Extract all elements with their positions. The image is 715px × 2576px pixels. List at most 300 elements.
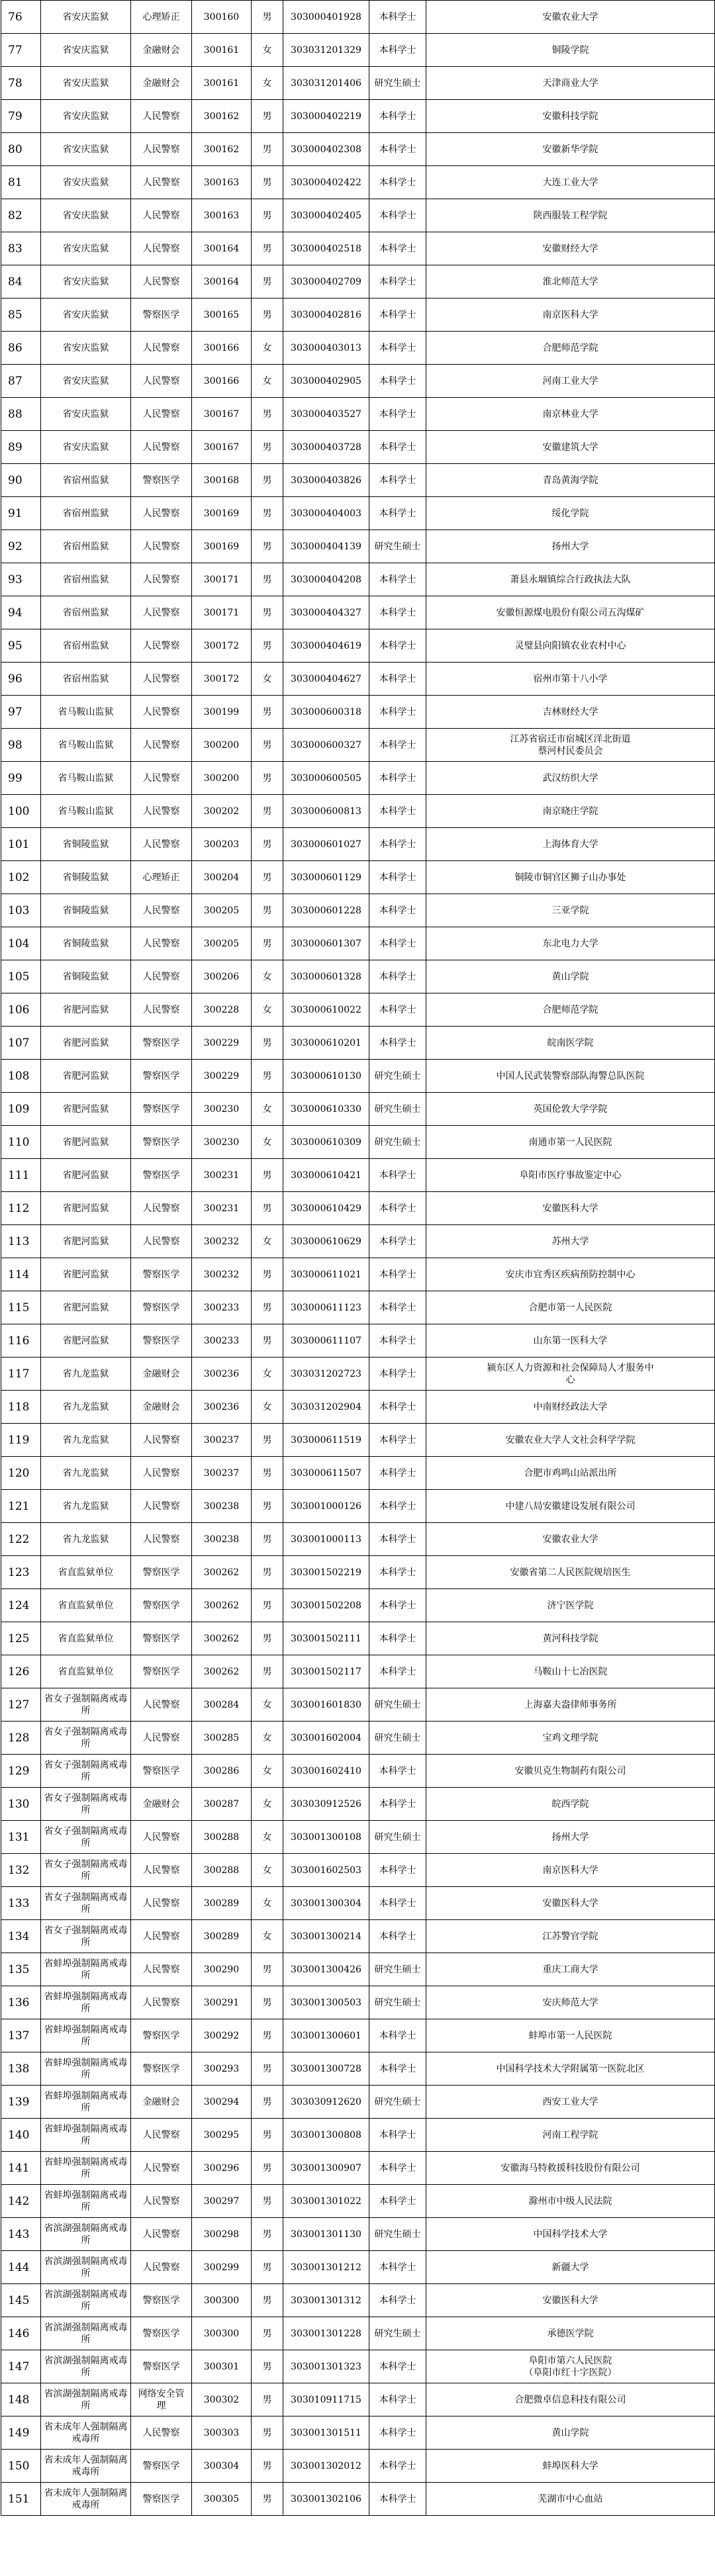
- cell-school-or-employer: 扬州大学: [426, 1821, 715, 1854]
- cell-exam-number: 303001300426: [283, 1953, 369, 1986]
- cell-row-number: 94: [1, 596, 41, 629]
- cell-position-name: 心理矫正: [131, 1, 192, 34]
- cell-exam-number: 303001301323: [283, 2350, 369, 2383]
- cell-row-number: 118: [1, 1391, 41, 1424]
- cell-position-code: 300162: [192, 133, 252, 166]
- table-row: [1, 199, 715, 232]
- cell-position-name: 人民警察: [131, 398, 192, 431]
- cell-unit-name: 省肥河监狱: [41, 1324, 131, 1357]
- cell-position-code: 300296: [192, 2152, 252, 2185]
- cell-position-code: 300305: [192, 2483, 252, 2516]
- cell-school-or-employer: 重庆工商大学: [426, 1953, 715, 1986]
- cell-row-number: 90: [1, 464, 41, 497]
- cell-position-name: 金融财会: [131, 1391, 192, 1424]
- cell-position-name: 警察医学: [131, 1060, 192, 1093]
- cell-school-or-employer: 安徽农业大学: [426, 1523, 715, 1556]
- cell-unit-name: 省九龙监狱: [41, 1457, 131, 1490]
- cell-position-code: 300262: [192, 1622, 252, 1655]
- cell-exam-number: 303000600318: [283, 696, 369, 729]
- cell-row-number: 107: [1, 1027, 41, 1060]
- cell-position-code: 300285: [192, 1722, 252, 1755]
- cell-position-code: 300204: [192, 861, 252, 894]
- cell-position-code: 300205: [192, 894, 252, 927]
- cell-position-name: 人民警察: [131, 2251, 192, 2284]
- cell-exam-number: 303000402219: [283, 100, 369, 133]
- cell-row-number: 123: [1, 1556, 41, 1589]
- cell-position-name: 警察医学: [131, 299, 192, 332]
- cell-school-or-employer: 中国科学技术大学附属第一医院北区: [426, 2052, 715, 2086]
- table-row: [1, 1788, 715, 1821]
- cell-gender: 男: [252, 2416, 283, 2450]
- cell-exam-number: 303000610429: [283, 1192, 369, 1225]
- cell-degree: 本科学士: [369, 2450, 426, 2483]
- cell-position-name: 人民警察: [131, 497, 192, 530]
- cell-row-number: 102: [1, 861, 41, 894]
- cell-position-name: 人民警察: [131, 100, 192, 133]
- table-row: [1, 1291, 715, 1324]
- cell-degree: 本科学士: [369, 861, 426, 894]
- table-row: [1, 828, 715, 861]
- cell-position-name: 警察医学: [131, 2450, 192, 2483]
- cell-position-name: 警察医学: [131, 1655, 192, 1688]
- cell-degree: 本科学士: [369, 299, 426, 332]
- cell-position-code: 300284: [192, 1688, 252, 1722]
- cell-gender: 男: [252, 1, 283, 34]
- cell-degree: 本科学士: [369, 2416, 426, 2450]
- cell-school-or-employer: 山东第一医科大学: [426, 1324, 715, 1357]
- cell-exam-number: 303000404208: [283, 563, 369, 596]
- cell-school-or-employer: 安徽新华学院: [426, 133, 715, 166]
- cell-degree: 本科学士: [369, 1, 426, 34]
- cell-row-number: 101: [1, 828, 41, 861]
- cell-degree: 研究生硕士: [369, 1060, 426, 1093]
- cell-position-name: 人民警察: [131, 1953, 192, 1986]
- cell-exam-number: 303000404139: [283, 530, 369, 563]
- cell-gender: 女: [252, 365, 283, 398]
- cell-position-code: 300298: [192, 2218, 252, 2251]
- cell-position-code: 300161: [192, 34, 252, 67]
- cell-unit-name: 省九龙监狱: [41, 1391, 131, 1424]
- table-row: [1, 2317, 715, 2350]
- cell-school-or-employer: 滁州市中级人民法院: [426, 2185, 715, 2218]
- cell-school-or-employer: 武汉纺织大学: [426, 762, 715, 795]
- cell-exam-number: 303001301212: [283, 2251, 369, 2284]
- cell-row-number: 116: [1, 1324, 41, 1357]
- cell-row-number: 138: [1, 2052, 41, 2086]
- cell-degree: 研究生硕士: [369, 1093, 426, 1126]
- cell-school-or-employer: 南京林业大学: [426, 398, 715, 431]
- table-row: [1, 1920, 715, 1953]
- cell-degree: 本科学士: [369, 1457, 426, 1490]
- cell-position-code: 300291: [192, 1986, 252, 2019]
- table-row: [1, 1887, 715, 1920]
- cell-position-code: 300169: [192, 497, 252, 530]
- cell-gender: 男: [252, 596, 283, 629]
- cell-gender: 女: [252, 1821, 283, 1854]
- cell-school-or-employer: 黄山学院: [426, 960, 715, 993]
- table-row: [1, 1093, 715, 1126]
- cell-exam-number: 303000402422: [283, 166, 369, 199]
- cell-row-number: 76: [1, 1, 41, 34]
- cell-gender: 男: [252, 232, 283, 265]
- cell-gender: 男: [252, 2483, 283, 2516]
- cell-degree: 本科学士: [369, 1589, 426, 1622]
- cell-unit-name: 省未成年人强制隔离戒毒所: [41, 2416, 131, 2450]
- cell-exam-number: 303001300907: [283, 2152, 369, 2185]
- cell-position-name: 人民警察: [131, 2218, 192, 2251]
- cell-exam-number: 303001302106: [283, 2483, 369, 2516]
- cell-row-number: 142: [1, 2185, 41, 2218]
- table-row: [1, 431, 715, 464]
- cell-unit-name: 省滨湖强制隔离戒毒所: [41, 2317, 131, 2350]
- cell-exam-number: 303031201329: [283, 34, 369, 67]
- cell-gender: 男: [252, 1159, 283, 1192]
- table-row: [1, 1357, 715, 1391]
- cell-degree: 本科学士: [369, 199, 426, 232]
- cell-degree: 本科学士: [369, 1788, 426, 1821]
- cell-exam-number: 303001300601: [283, 2019, 369, 2052]
- cell-unit-name: 省蚌埠强制隔离戒毒所: [41, 2119, 131, 2152]
- table-row: [1, 166, 715, 199]
- cell-position-code: 300205: [192, 927, 252, 960]
- cell-position-name: 人民警察: [131, 232, 192, 265]
- cell-degree: 本科学士: [369, 100, 426, 133]
- cell-position-name: 人民警察: [131, 629, 192, 663]
- cell-degree: 本科学士: [369, 1920, 426, 1953]
- cell-row-number: 79: [1, 100, 41, 133]
- table-row: [1, 1986, 715, 2019]
- cell-unit-name: 省滨湖强制隔离戒毒所: [41, 2383, 131, 2416]
- cell-unit-name: 省安庆监狱: [41, 1, 131, 34]
- cell-row-number: 143: [1, 2218, 41, 2251]
- cell-gender: 男: [252, 894, 283, 927]
- cell-position-code: 300300: [192, 2284, 252, 2317]
- cell-position-name: 金融财会: [131, 34, 192, 67]
- cell-position-name: 人民警察: [131, 199, 192, 232]
- cell-row-number: 115: [1, 1291, 41, 1324]
- cell-position-code: 300231: [192, 1192, 252, 1225]
- cell-degree: 本科学士: [369, 398, 426, 431]
- cell-exam-number: 303031201406: [283, 67, 369, 100]
- cell-school-or-employer: 铜陵学院: [426, 34, 715, 67]
- cell-position-name: 警察医学: [131, 1291, 192, 1324]
- cell-unit-name: 省蚌埠强制隔离戒毒所: [41, 1953, 131, 1986]
- cell-row-number: 80: [1, 133, 41, 166]
- cell-row-number: 121: [1, 1490, 41, 1523]
- cell-gender: 男: [252, 1192, 283, 1225]
- cell-position-name: 人民警察: [131, 1854, 192, 1887]
- cell-exam-number: 303000601307: [283, 927, 369, 960]
- cell-position-name: 警察医学: [131, 2052, 192, 2086]
- cell-exam-number: 303000402518: [283, 232, 369, 265]
- cell-degree: 本科学士: [369, 1192, 426, 1225]
- cell-exam-number: 303031202904: [283, 1391, 369, 1424]
- cell-unit-name: 省安庆监狱: [41, 398, 131, 431]
- table-row: [1, 2052, 715, 2086]
- cell-unit-name: 省未成年人强制隔离戒毒所: [41, 2450, 131, 2483]
- table-row: [1, 894, 715, 927]
- cell-degree: 本科学士: [369, 1622, 426, 1655]
- table-row: [1, 1391, 715, 1424]
- cell-school-or-employer: 河南工业大学: [426, 365, 715, 398]
- cell-row-number: 117: [1, 1357, 41, 1391]
- cell-unit-name: 省铜陵监狱: [41, 927, 131, 960]
- cell-school-or-employer: 上海体育大学: [426, 828, 715, 861]
- cell-position-name: 人民警察: [131, 1920, 192, 1953]
- cell-school-or-employer: 安徽恒源煤电股份有限公司五沟煤矿: [426, 596, 715, 629]
- cell-position-code: 300288: [192, 1854, 252, 1887]
- cell-school-or-employer: 承德医学院: [426, 2317, 715, 2350]
- table-row: [1, 1457, 715, 1490]
- cell-exam-number: 303000600813: [283, 795, 369, 828]
- cell-unit-name: 省蚌埠强制隔离戒毒所: [41, 1986, 131, 2019]
- cell-exam-number: 303000403013: [283, 332, 369, 365]
- table-row: [1, 2383, 715, 2416]
- cell-gender: 女: [252, 67, 283, 100]
- cell-unit-name: 省铜陵监狱: [41, 894, 131, 927]
- cell-position-name: 警察医学: [131, 2019, 192, 2052]
- cell-row-number: 140: [1, 2119, 41, 2152]
- cell-row-number: 77: [1, 34, 41, 67]
- cell-gender: 男: [252, 2218, 283, 2251]
- cell-position-code: 300262: [192, 1589, 252, 1622]
- cell-row-number: 85: [1, 299, 41, 332]
- cell-school-or-employer: 安庆市宜秀区疾病预防控制中心: [426, 1258, 715, 1291]
- cell-school-or-employer: 南京晓庄学院: [426, 795, 715, 828]
- cell-gender: 女: [252, 663, 283, 696]
- cell-degree: 本科学士: [369, 894, 426, 927]
- cell-unit-name: 省滨湖强制隔离戒毒所: [41, 2350, 131, 2383]
- table-row: [1, 67, 715, 100]
- cell-gender: 男: [252, 1027, 283, 1060]
- cell-school-or-employer: 江苏警官学院: [426, 1920, 715, 1953]
- table-row: [1, 795, 715, 828]
- cell-position-name: 人民警察: [131, 828, 192, 861]
- cell-position-name: 警察医学: [131, 1622, 192, 1655]
- cell-unit-name: 省肥河监狱: [41, 1060, 131, 1093]
- cell-unit-name: 省滨湖强制隔离戒毒所: [41, 2284, 131, 2317]
- cell-row-number: 119: [1, 1424, 41, 1457]
- cell-position-code: 300229: [192, 1027, 252, 1060]
- cell-degree: 本科学士: [369, 1159, 426, 1192]
- cell-position-name: 人民警察: [131, 596, 192, 629]
- cell-row-number: 137: [1, 2019, 41, 2052]
- table-row: [1, 663, 715, 696]
- cell-gender: 女: [252, 34, 283, 67]
- cell-unit-name: 省宿州监狱: [41, 596, 131, 629]
- table-row: [1, 1, 715, 34]
- cell-gender: 男: [252, 2086, 283, 2119]
- cell-gender: 男: [252, 861, 283, 894]
- cell-position-name: 人民警察: [131, 365, 192, 398]
- cell-position-name: 人民警察: [131, 332, 192, 365]
- table-row: [1, 696, 715, 729]
- cell-position-name: 人民警察: [131, 729, 192, 762]
- cell-degree: 本科学士: [369, 1027, 426, 1060]
- table-row: [1, 1324, 715, 1357]
- cell-exam-number: 303000611507: [283, 1457, 369, 1490]
- table-row: [1, 2416, 715, 2450]
- cell-gender: 男: [252, 431, 283, 464]
- table-row: [1, 1622, 715, 1655]
- table-row: [1, 1424, 715, 1457]
- cell-school-or-employer: 合肥市鸡鸣山站派出所: [426, 1457, 715, 1490]
- table-row: [1, 2284, 715, 2317]
- cell-unit-name: 省铜陵监狱: [41, 828, 131, 861]
- cell-position-name: 人民警察: [131, 1986, 192, 2019]
- table-row: [1, 1523, 715, 1556]
- cell-row-number: 83: [1, 232, 41, 265]
- cell-degree: 本科学士: [369, 2185, 426, 2218]
- cell-gender: 男: [252, 1258, 283, 1291]
- cell-gender: 女: [252, 1788, 283, 1821]
- table-row: [1, 133, 715, 166]
- cell-position-code: 300161: [192, 67, 252, 100]
- cell-school-or-employer: 东北电力大学: [426, 927, 715, 960]
- cell-position-name: 警察医学: [131, 1258, 192, 1291]
- cell-degree: 本科学士: [369, 1523, 426, 1556]
- cell-exam-number: 303000404327: [283, 596, 369, 629]
- table-row: [1, 2483, 715, 2516]
- cell-row-number: 95: [1, 629, 41, 663]
- cell-exam-number: 303001300304: [283, 1887, 369, 1920]
- table-row: [1, 464, 715, 497]
- cell-position-code: 300165: [192, 299, 252, 332]
- cell-row-number: 96: [1, 663, 41, 696]
- cell-position-name: 人民警察: [131, 1424, 192, 1457]
- cell-position-code: 300171: [192, 563, 252, 596]
- cell-gender: 女: [252, 1126, 283, 1159]
- cell-exam-number: 303001301511: [283, 2416, 369, 2450]
- table-row: [1, 398, 715, 431]
- cell-unit-name: 省女子强制隔离戒毒所: [41, 1688, 131, 1722]
- cell-position-name: 人民警察: [131, 1490, 192, 1523]
- cell-degree: 本科学士: [369, 232, 426, 265]
- cell-row-number: 89: [1, 431, 41, 464]
- cell-gender: 女: [252, 1755, 283, 1788]
- cell-position-name: 警察医学: [131, 1093, 192, 1126]
- cell-position-name: 网络安全管理: [131, 2383, 192, 2416]
- cell-row-number: 144: [1, 2251, 41, 2284]
- table-row: [1, 1225, 715, 1258]
- cell-school-or-employer: 皖西学院: [426, 1788, 715, 1821]
- table-row: [1, 2119, 715, 2152]
- cell-degree: 本科学士: [369, 2350, 426, 2383]
- cell-position-code: 300237: [192, 1424, 252, 1457]
- cell-exam-number: 303000610629: [283, 1225, 369, 1258]
- cell-unit-name: 省九龙监狱: [41, 1490, 131, 1523]
- cell-exam-number: 303000610309: [283, 1126, 369, 1159]
- cell-unit-name: 省蚌埠强制隔离戒毒所: [41, 2019, 131, 2052]
- cell-row-number: 131: [1, 1821, 41, 1854]
- cell-exam-number: 303000402405: [283, 199, 369, 232]
- cell-school-or-employer: 天津商业大学: [426, 67, 715, 100]
- cell-school-or-employer: 合肥微卓信息科技有限公司: [426, 2383, 715, 2416]
- cell-school-or-employer: 南通市第一人民医院: [426, 1126, 715, 1159]
- cell-position-name: 警察医学: [131, 2350, 192, 2383]
- table-row: [1, 100, 715, 133]
- table-row: [1, 993, 715, 1027]
- cell-school-or-employer: 黄河科技学院: [426, 1622, 715, 1655]
- cell-unit-name: 省蚌埠强制隔离戒毒所: [41, 2086, 131, 2119]
- cell-gender: 男: [252, 1953, 283, 1986]
- cell-degree: 研究生硕士: [369, 2086, 426, 2119]
- cell-position-name: 人民警察: [131, 265, 192, 299]
- cell-row-number: 145: [1, 2284, 41, 2317]
- cell-unit-name: 省滨湖强制隔离戒毒所: [41, 2251, 131, 2284]
- cell-exam-number: 303000611107: [283, 1324, 369, 1357]
- table-row: [1, 332, 715, 365]
- cell-position-name: 人民警察: [131, 696, 192, 729]
- cell-position-code: 300262: [192, 1655, 252, 1688]
- cell-row-number: 111: [1, 1159, 41, 1192]
- cell-row-number: 105: [1, 960, 41, 993]
- table-row: [1, 2450, 715, 2483]
- cell-degree: 本科学士: [369, 696, 426, 729]
- cell-position-name: 警察医学: [131, 1324, 192, 1357]
- cell-unit-name: 省安庆监狱: [41, 133, 131, 166]
- cell-degree: 本科学士: [369, 431, 426, 464]
- cell-gender: 男: [252, 1424, 283, 1457]
- cell-position-name: 人民警察: [131, 894, 192, 927]
- cell-exam-number: 303001502117: [283, 1655, 369, 1688]
- cell-school-or-employer: 宿州市第十八小学: [426, 663, 715, 696]
- cell-school-or-employer: 上海嘉夫盎律师事务所: [426, 1688, 715, 1722]
- cell-row-number: 81: [1, 166, 41, 199]
- cell-exam-number: 303000610130: [283, 1060, 369, 1093]
- cell-row-number: 149: [1, 2416, 41, 2450]
- cell-gender: 男: [252, 166, 283, 199]
- cell-unit-name: 省滨湖强制隔离戒毒所: [41, 2218, 131, 2251]
- cell-unit-name: 省女子强制隔离戒毒所: [41, 1722, 131, 1755]
- cell-gender: 男: [252, 1556, 283, 1589]
- cell-degree: 本科学士: [369, 1225, 426, 1258]
- cell-school-or-employer: 中国人民武装警察部队海警总队医院: [426, 1060, 715, 1093]
- cell-unit-name: 省女子强制隔离戒毒所: [41, 1887, 131, 1920]
- cell-gender: 女: [252, 1093, 283, 1126]
- cell-exam-number: 303001502219: [283, 1556, 369, 1589]
- cell-unit-name: 省宿州监狱: [41, 563, 131, 596]
- cell-degree: 本科学士: [369, 2019, 426, 2052]
- cell-exam-number: 303000403728: [283, 431, 369, 464]
- cell-gender: 女: [252, 1225, 283, 1258]
- cell-position-code: 300301: [192, 2350, 252, 2383]
- cell-unit-name: 省宿州监狱: [41, 464, 131, 497]
- cell-gender: 男: [252, 2317, 283, 2350]
- cell-school-or-employer: 苏州大学: [426, 1225, 715, 1258]
- cell-degree: 研究生硕士: [369, 1126, 426, 1159]
- cell-degree: 本科学士: [369, 332, 426, 365]
- cell-row-number: 141: [1, 2152, 41, 2185]
- cell-gender: 男: [252, 1622, 283, 1655]
- cell-row-number: 147: [1, 2350, 41, 2383]
- cell-exam-number: 303001602004: [283, 1722, 369, 1755]
- cell-position-name: 警察医学: [131, 1126, 192, 1159]
- cell-unit-name: 省肥河监狱: [41, 1126, 131, 1159]
- table-row: [1, 1655, 715, 1688]
- cell-row-number: 150: [1, 2450, 41, 2483]
- cell-unit-name: 省安庆监狱: [41, 365, 131, 398]
- cell-degree: 本科学士: [369, 1258, 426, 1291]
- cell-exam-number: 303000600327: [283, 729, 369, 762]
- cell-position-code: 300294: [192, 2086, 252, 2119]
- cell-row-number: 110: [1, 1126, 41, 1159]
- cell-exam-number: 303000610330: [283, 1093, 369, 1126]
- cell-degree: 本科学士: [369, 828, 426, 861]
- table-row: [1, 2019, 715, 2052]
- cell-gender: 男: [252, 1490, 283, 1523]
- cell-degree: 本科学士: [369, 365, 426, 398]
